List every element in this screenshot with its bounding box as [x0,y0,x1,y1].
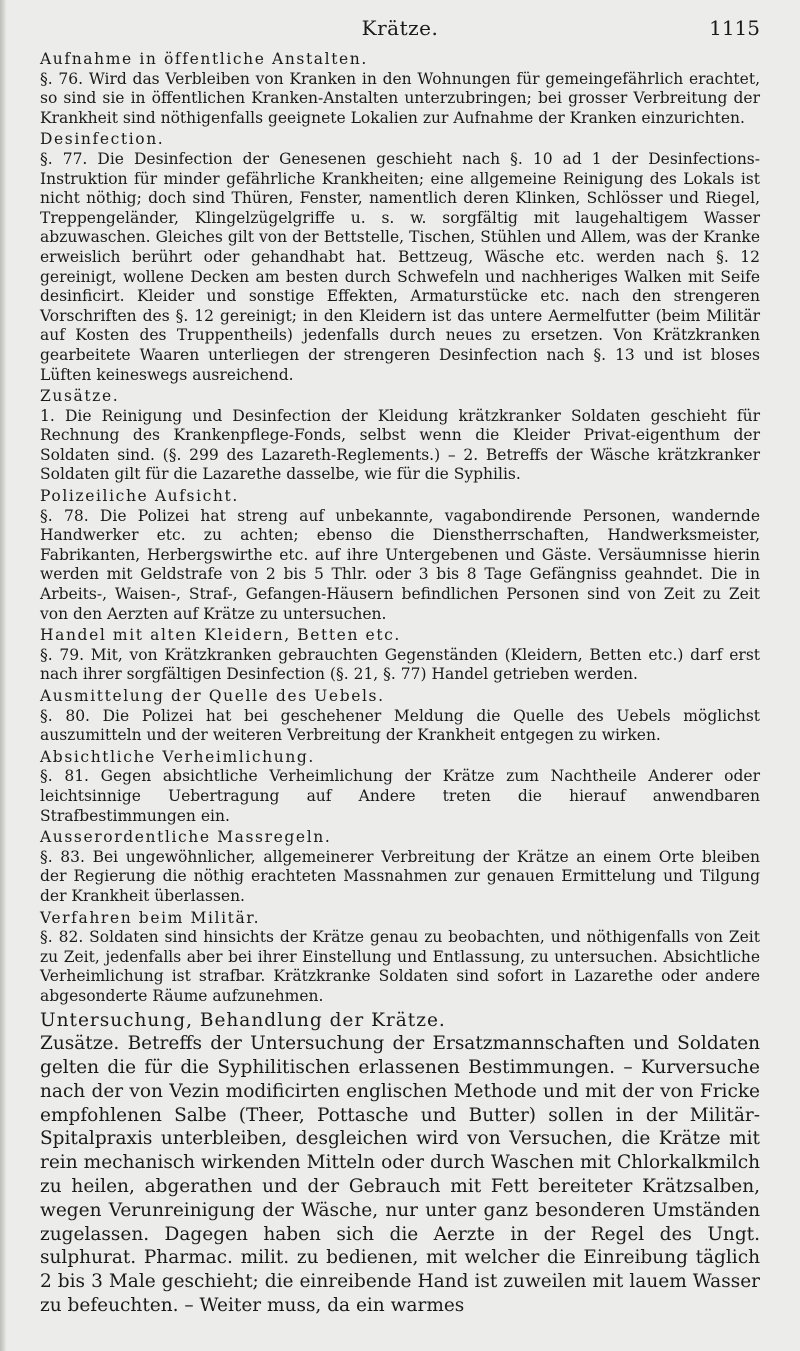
page-spine-shadow [0,0,6,1351]
section-heading: Ausserordentliche Massregeln. [40,828,332,847]
page-header [40,16,760,50]
running-head: Krätze. [361,16,439,40]
section-heading: Verfahren beim Militär. [40,908,261,927]
section-paragraph: §. 79. Mit, von Krätzkranken gebrauchten Gegenständen (Kleidern, Betten etc.) darf erst nach ihrer sorgfältigen Desinfection (§. 21, §. 77) Handel getrieben werden. [40,645,760,684]
section-paragraph: Zusätze. Betreffs der Untersuchung der Ersatzmannschaften und Soldaten gelten die für die Syphilitischen erlassenen Bestimmungen. – Kurversuche nach der von Vezin modificirten englischen Methode und mit der von Fricke empfohlenen Salbe (Theer, Pottasche und Butter) sollen in der Militär-Spitalpraxis unterbleiben, desgleichen wird von Versuchen, die Krätze mit rein mechanisch wirkenden Mitteln oder durch Waschen mit Chlorkalkmilch zu heilen, abgerathen und der Gebrauch mit Fett bereiteter Krätzsalben, wegen Verunreinigung der Wäsche, nur unter ganz besonderen Umständen zugelassen. Dagegen haben sich die Aerzte in der Regel des Ungt. sulphurat. Pharmac. milit. zu bedienen, mit welcher die Einreibung täglich 2 bis 3 Male geschieht; die einreibende Hand ist zuweilen mit lauem Wasser zu befeuchten. – Weiter muss, da ein warmes [40,1033,760,1317]
section-heading: Aufnahme in öffentliche Anstalten. [40,50,368,68]
section-desinfection [40,130,760,385]
section-verheimlichung [40,748,760,826]
section-handel [40,626,760,685]
section-paragraph: §. 80. Die Polizei hat bei geschehener Meldung die Quelle des Uebels möglichst auszumitteln und der weiteren Verbreitung der Krankheit entgegen zu wirken. [40,706,760,745]
section-heading: Absichtliche Verheimlichung. [40,747,315,766]
section-untersuchung [40,1009,760,1318]
section-militaer [40,909,760,1007]
section-massregeln [40,828,760,906]
section-paragraph: 1. Die Reinigung und Desinfection der Kleidung krätzkranker Soldaten geschieht für Rechnung des Krankenpflege-Fonds, selbst wenn die Kleider Privat-eigenthum der Soldaten sind. (§. 299 des Lazareth-Reglements.) – 2. Betreffs der Wäsche krätzkranker Soldaten gilt für die Lazarethe dasselbe, wie für die Syphilis. [40,406,760,484]
section-paragraph: §. 81. Gegen absichtliche Verheimlichung der Krätze zum Nachtheile Anderer oder leichtsinnige Uebertragung auf Andere treten die hierauf anwendbaren Strafbestimmungen ein. [40,767,760,825]
section-heading: Untersuchung, Behandlung der Krätze. [40,1009,446,1031]
section-zusaetze-desinfection [40,387,760,485]
section-aufnahme [40,50,760,128]
section-heading: Polizeiliche Aufsicht. [40,487,239,506]
section-paragraph: §. 76. Wird das Verbleiben von Kranken in den Wohnungen für gemeingefährlich erachtet, so sind sie in öffentlichen Kranken-Anstalten unterzubringen; bei grosser Verbreitung der Krankheit sind nöthigenfalls geeignete Lokalien zur Aufnahme der Kranken einzurichten. [40,69,760,127]
section-ausmittelung [40,687,760,746]
section-paragraph: §. 77. Die Desinfection der Genesenen geschieht nach §. 10 ad 1 der Desinfections-Instruktion für minder gefährliche Krankheiten; eine allgemeine Reinigung des Lokals ist nicht nöthig; doch sind Thüren, Fenster, namentlich deren Klinken, Schlösser und Riegel, Treppengeländer, Klingelzügelgriffe u. s. w. sorgfältig mit laugehaltigem Wasser abzuwaschen. Gleiches gilt von der Bettstelle, Tischen, Stühlen und Allem, was der Kranke erweislich berührt oder gehandhabt hat. Bettzeug, Wäsche etc. werden nach §. 12 gereinigt, wollene Decken am besten durch Schwefeln und nachheriges Walken mit Seife desinficirt. Kleider und sonstige Effekten, Armaturstücke etc. nach den strengeren Vorschriften des §. 12 gereinigt; in den Kleidern ist das untere Aermelfutter (beim Militär auf Kosten des Truppentheils) jedenfalls durch neues zu ersetzen. Von Krätzkranken gearbeitete Waaren unterliegen der strengeren Desinfection nach §. 13 und ist bloses Lüften keineswegs ausreichend. [40,149,760,384]
section-paragraph: §. 83. Bei ungewöhnlicher, allgemeinerer Verbreitung der Krätze an einem Orte bleiben der Regierung die nöthig erachteten Massnahmen zur genauen Ermittelung und Tilgung der Krankheit überlassen. [40,847,760,905]
section-paragraph: §. 82. Soldaten sind hinsichts der Krätze genau zu beobachten, und nöthigenfalls von Zeit zu Zeit, jedenfalls aber bei ihrer Einstellung und Entlassung, zu untersuchen. Absichtliche Verheimlichung ist strafbar. Krätzkranke Soldaten sind sofort in Lazarethe oder andere abgesonderte Räume aufzunehmen. [40,928,760,1005]
page-number: 1115 [709,16,760,40]
section-heading: Ausmittelung der Quelle des Uebels. [40,687,385,705]
section-heading: Handel mit alten Kleidern, Betten etc. [40,626,401,645]
section-paragraph: §. 78. Die Polizei hat streng auf unbekannte, vagabondirende Personen, wandernde Handwerker etc. zu achten; ebenso die Dienstherrschaften, Handwerksmeister, Fabrikanten, Herbergswirthe etc. auf ihre Untergebenen und Gäste. Versäumnisse hierin werden mit Geldstrafe von 2 bis 5 Thlr. oder 3 bis 8 Tage Gefängniss geahndet. Die in Arbeits-, Waisen-, Straf-, Gefangen-Häusern befindlichen Personen sind von Zeit zu Zeit von den Aerzten auf Krätze zu untersuchen. [40,506,760,623]
section-heading: Desinfection. [40,130,165,149]
section-polizeiliche-aufsicht [40,487,760,624]
section-heading: Zusätze. [40,387,120,406]
